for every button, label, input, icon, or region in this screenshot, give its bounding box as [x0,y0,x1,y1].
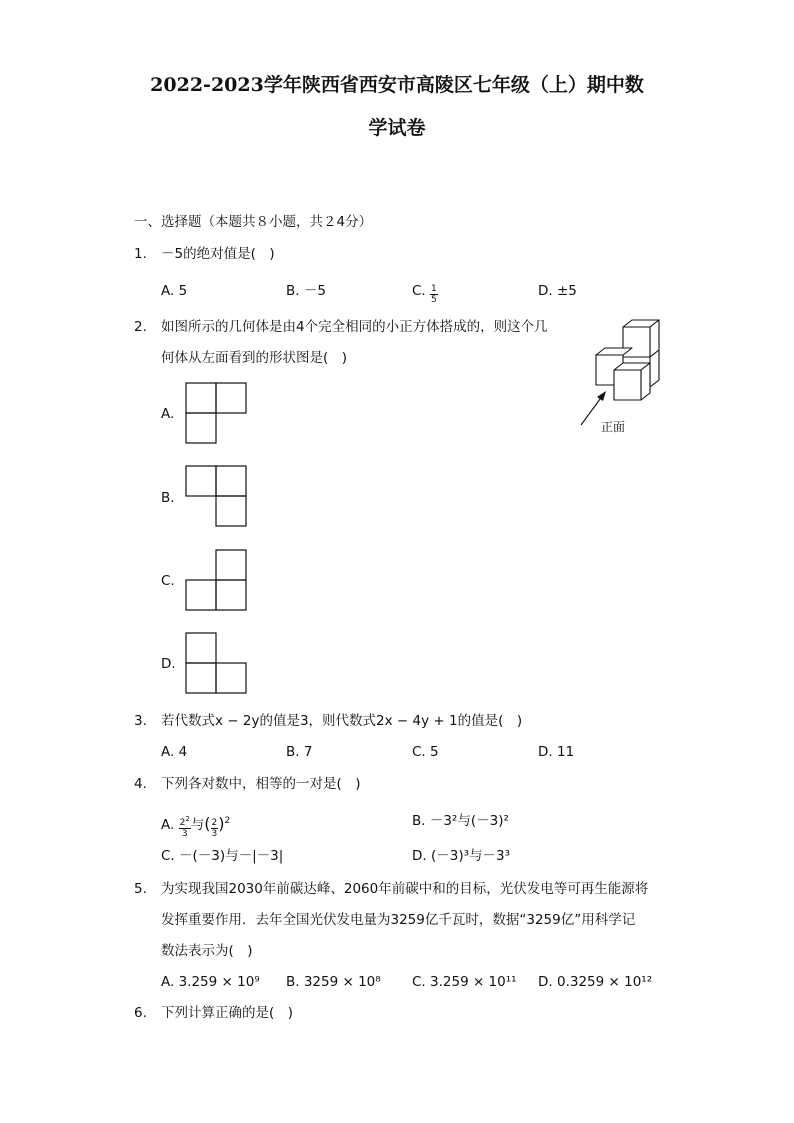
q4-option-a-label: A. [161,817,175,833]
q1-stem: －5的绝对值是( ) [161,246,275,262]
q5-stem-line3: 数法表示为( ) [161,943,253,959]
q4-stem: 下列各对数中，相等的一对是( ) [161,776,361,792]
q5-option-b: B. 3259 × 10⁸ [286,974,381,990]
q3-option-a: A. 4 [161,744,188,760]
q6-number: 6. [134,1005,147,1021]
q5-stem-line2: 发挥重要作用．去年全国光伏发电量为3259亿千瓦时，数据“3259亿”用科学记 [161,912,636,928]
q1-option-c [412,282,438,305]
q1-option-b: B. －5 [286,283,326,299]
q4-option-b: B. －3²与(－3)² [412,813,509,829]
q2-number: 2. [134,319,147,335]
q3-option-d: D. 11 [538,744,575,760]
q4-frac1-numerator: $2^2$ [179,815,190,828]
q5-option-a: A. 3.259 × 10⁹ [161,974,260,990]
q1-number: 1. [134,246,147,262]
q5-option-c: C. 3.259 × 10¹¹ [412,974,517,990]
q2-front-label: 正面 [601,420,626,434]
q1-option-d: D. ±5 [538,283,577,299]
q4-option-c: C. －(－3)与－|－3| [161,848,284,864]
q4-option-a-frac1 [179,814,191,839]
q2-stem-line2: 何体从左面看到的形状图是( ) [161,350,348,366]
q4-frac2-numerator: 2 [211,818,218,828]
q5-stem-line1: 为实现我国2030年前碳达峰、2060年前碳中和的目标，光伏发电等可再生能源将 [161,881,649,897]
q2-option-a-figure [185,382,249,446]
section-header: 一、选择题（本题共８小题，共２4分） [134,214,373,230]
q3-option-b: B. 7 [286,744,313,760]
q3-stem: 若代数式x − 2y的值是3，则代数式2x − 4y + 1的值是( ) [161,713,523,729]
q5-option-d: D. 0.3259 × 10¹² [538,974,653,990]
q2-option-b-figure [185,465,249,529]
q2-option-a: A. [161,406,175,422]
q2-option-b: B. [161,490,175,506]
q4-option-a: A. $\frac{2^2}{3}$ 与( $\frac{2}{3}$ )$^2$ [161,814,231,839]
q2-option-d: D. [161,656,176,672]
q2-option-d-figure [185,632,249,696]
q4-option-d: D. (－3)³与－3³ [412,848,511,864]
q1-option-c-fraction [430,284,438,305]
q2-option-c-figure [185,549,249,613]
q2-stem-line1: 如图所示的几何体是由4个完全相同的小正方体搭成的，则这个几 [161,319,548,335]
page-title-line1: 2022-2023学年陕西省西安市高陵区七年级（上）期中数 [150,74,644,96]
q4-frac2-denominator: 3 [211,829,218,839]
q5-number: 5. [134,881,147,897]
q1-fraction-numerator: 1 [431,284,437,294]
q2-option-c: C. [161,573,175,589]
q3-option-c: C. 5 [412,744,439,760]
q1-option-a: A. 5 [161,283,188,299]
page-title-line2: 学试卷 [368,117,426,139]
q4-option-a-connector: 与 [190,817,205,833]
q6-stem: 下列计算正确的是( ) [161,1005,294,1021]
q3-number: 3. [134,713,147,729]
q4-number: 4. [134,776,147,792]
q1-fraction-denominator: 5 [431,295,437,305]
q4-frac1-denominator: 3 [181,829,188,839]
q2-cube-figure [575,315,665,435]
q1-option-c-label: C. [412,283,426,299]
